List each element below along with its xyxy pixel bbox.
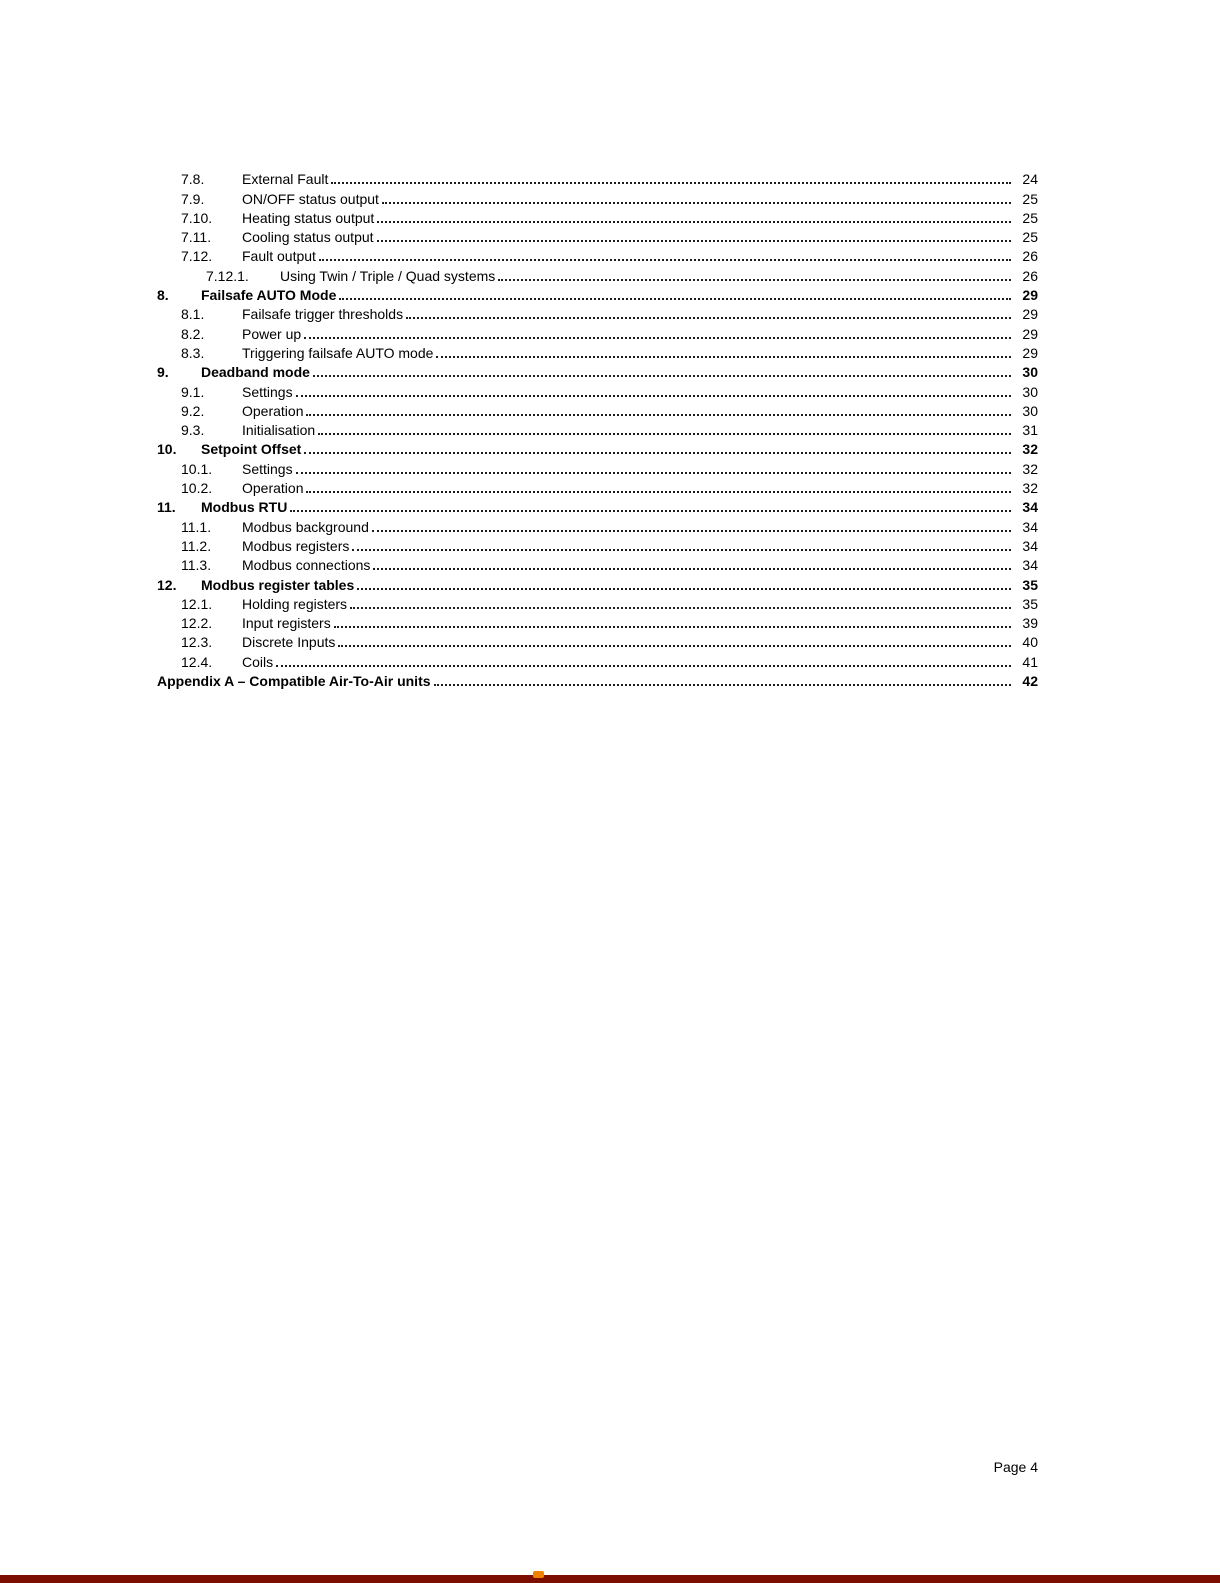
toc-entry-page: 34 [1022, 518, 1038, 535]
toc-dot-leader [306, 414, 1011, 416]
toc-entry-label: Appendix A – Compatible Air-To-Air units [157, 673, 431, 690]
toc-entry-page: 25 [1022, 190, 1038, 207]
toc-entry-number: 7.12. [181, 248, 213, 265]
toc-entry [0, 632, 1220, 651]
toc-entry-label: Holding registers [242, 595, 348, 612]
toc-dot-leader [498, 279, 1011, 281]
toc-entry-number: 11.2. [181, 537, 212, 554]
toc-entry-page: 25 [1022, 229, 1038, 246]
toc-entry-page: 40 [1022, 634, 1038, 651]
toc-dot-leader [377, 240, 1011, 242]
toc-entry [0, 343, 1220, 362]
toc-entry [0, 265, 1220, 284]
toc-entry-page: 29 [1022, 344, 1038, 361]
toc-dot-leader [436, 356, 1011, 358]
toc-entry-page: 42 [1022, 673, 1038, 690]
toc-dot-leader [338, 645, 1011, 647]
toc-entry-number: 12. [157, 576, 177, 593]
toc-entry-page: 34 [1022, 499, 1038, 516]
toc-entry-label: Settings [242, 460, 293, 477]
toc-entry-label: Modbus registers [242, 537, 350, 554]
toc-entry-page: 32 [1022, 441, 1038, 458]
toc-entry [0, 169, 1220, 188]
toc-entry-number: 8.3. [181, 344, 205, 361]
toc-dot-leader [331, 182, 1011, 184]
toc-entry-page: 31 [1022, 422, 1038, 439]
toc-entry-number: 9.2. [181, 402, 205, 419]
toc-entry-page: 32 [1022, 460, 1038, 477]
toc-entry [0, 208, 1220, 227]
toc-entry-label: Settings [242, 383, 293, 400]
toc-entry [0, 458, 1220, 477]
toc-entry-number: 12.4. [181, 653, 213, 670]
toc-entry-label: Operation [242, 402, 304, 419]
toc-dot-leader [382, 202, 1011, 204]
toc-entry-label: Input registers [242, 615, 331, 632]
toc-dot-leader [377, 221, 1011, 223]
toc-entry [0, 246, 1220, 265]
toc-entry-number: 12.3. [181, 634, 213, 651]
toc-entry-page: 35 [1022, 595, 1038, 612]
toc-entry-label: Failsafe AUTO Mode [201, 287, 337, 304]
toc-entry-number: 9. [157, 364, 169, 381]
page-number-label: Page 4 [993, 1459, 1038, 1475]
toc-dot-leader [319, 259, 1011, 261]
toc-entry-page: 34 [1022, 537, 1038, 554]
toc-entry-page: 29 [1022, 325, 1038, 342]
toc-entry-number: 10.2. [181, 480, 213, 497]
toc-entry [0, 671, 1220, 690]
toc-entry-number: 11.3. [181, 557, 212, 574]
toc-entry-number: 10.1. [181, 460, 213, 477]
toc-entry-label: Coils [242, 653, 274, 670]
toc-entry [0, 227, 1220, 246]
toc-entry-number: 10. [157, 441, 177, 458]
toc-entry-page: 30 [1022, 364, 1038, 381]
toc-dot-leader [434, 684, 1011, 686]
toc-entry [0, 613, 1220, 632]
toc-entry-number: 7.9. [181, 190, 205, 207]
toc-entry-label: ON/OFF status output [242, 190, 379, 207]
toc-entry-number: 11.1. [181, 518, 212, 535]
toc-entry-number: 9.3. [181, 422, 205, 439]
toc-entry [0, 478, 1220, 497]
toc-entry [0, 497, 1220, 516]
toc-entry-page: 29 [1022, 287, 1038, 304]
toc-dot-leader [313, 375, 1011, 377]
toc-entry [0, 420, 1220, 439]
toc-entry-number: 7.12.1. [206, 267, 249, 284]
toc-entry-page: 41 [1022, 653, 1038, 670]
toc-entry-page: 25 [1022, 209, 1038, 226]
toc-dot-leader [276, 665, 1011, 667]
toc-entry-number: 12.1. [181, 595, 213, 612]
toc-entry [0, 362, 1220, 381]
toc-dot-leader [406, 317, 1011, 319]
toc-entry-page: 30 [1022, 402, 1038, 419]
toc-entry-label: Modbus connections [242, 557, 371, 574]
toc-dot-leader [339, 298, 1011, 300]
toc-entry-number: 12.2. [181, 615, 213, 632]
toc-entry-label: Using Twin / Triple / Quad systems [280, 267, 496, 284]
toc-entry [0, 188, 1220, 207]
toc-entry [0, 574, 1220, 593]
toc-entry-page: 30 [1022, 383, 1038, 400]
toc-entry [0, 401, 1220, 420]
toc-entry-label: Initialisation [242, 422, 316, 439]
toc-dot-leader [306, 491, 1011, 493]
toc-entry [0, 439, 1220, 458]
bottom-logo-fragment [533, 1571, 544, 1578]
toc-entry [0, 323, 1220, 342]
toc-entry-label: Deadband mode [201, 364, 310, 381]
toc-entry-number: 8. [157, 287, 169, 304]
toc-entry [0, 536, 1220, 555]
toc-entry-label: Discrete Inputs [242, 634, 336, 651]
toc-entry-number: 7.8. [181, 171, 205, 188]
toc-entry-label: Fault output [242, 248, 316, 265]
toc-entry-page: 24 [1022, 171, 1038, 188]
toc-dot-leader [318, 433, 1011, 435]
toc-entry-label: Triggering failsafe AUTO mode [242, 344, 434, 361]
toc-entry-label: Heating status output [242, 209, 375, 226]
toc-dot-leader [304, 452, 1011, 454]
toc-entry [0, 285, 1220, 304]
table-of-contents [0, 169, 1220, 690]
toc-dot-leader [372, 530, 1011, 532]
toc-entry [0, 555, 1220, 574]
toc-entry-number: 9.1. [181, 383, 205, 400]
toc-entry-page: 34 [1022, 557, 1038, 574]
toc-entry-number: 8.2. [181, 325, 205, 342]
toc-entry [0, 651, 1220, 670]
toc-entry-page: 29 [1022, 306, 1038, 323]
toc-entry-page: 26 [1022, 248, 1038, 265]
toc-dot-leader [334, 626, 1011, 628]
toc-entry-label: Operation [242, 480, 304, 497]
toc-dot-leader [296, 395, 1011, 397]
toc-entry-label: Failsafe trigger thresholds [242, 306, 404, 323]
toc-entry-label: Modbus register tables [201, 576, 355, 593]
toc-entry-page: 32 [1022, 480, 1038, 497]
toc-entry-page: 35 [1022, 576, 1038, 593]
toc-entry-label: Cooling status output [242, 229, 374, 246]
toc-entry [0, 304, 1220, 323]
toc-entry [0, 516, 1220, 535]
page-footer [994, 1459, 1038, 1476]
toc-entry [0, 381, 1220, 400]
toc-dot-leader [373, 568, 1011, 570]
toc-entry-label: Modbus background [242, 518, 369, 535]
toc-dot-leader [350, 607, 1011, 609]
toc-dot-leader [296, 472, 1011, 474]
toc-entry-number: 7.10. [181, 209, 213, 226]
toc-entry-number: 8.1. [181, 306, 205, 323]
toc-entry-label: External Fault [242, 171, 329, 188]
toc-entry [0, 594, 1220, 613]
toc-entry-number: 11. [157, 499, 176, 516]
toc-dot-leader [357, 588, 1011, 590]
toc-entry-page: 26 [1022, 267, 1038, 284]
toc-entry-label: Setpoint Offset [201, 441, 302, 458]
toc-dot-leader [290, 510, 1011, 512]
toc-dot-leader [304, 337, 1011, 339]
toc-entry-page: 39 [1022, 615, 1038, 632]
toc-entry-number: 7.11. [181, 229, 212, 246]
toc-dot-leader [352, 549, 1011, 551]
toc-entry-label: Modbus RTU [201, 499, 288, 516]
bottom-red-bar [0, 1575, 1220, 1583]
toc-entry-label: Power up [242, 325, 302, 342]
